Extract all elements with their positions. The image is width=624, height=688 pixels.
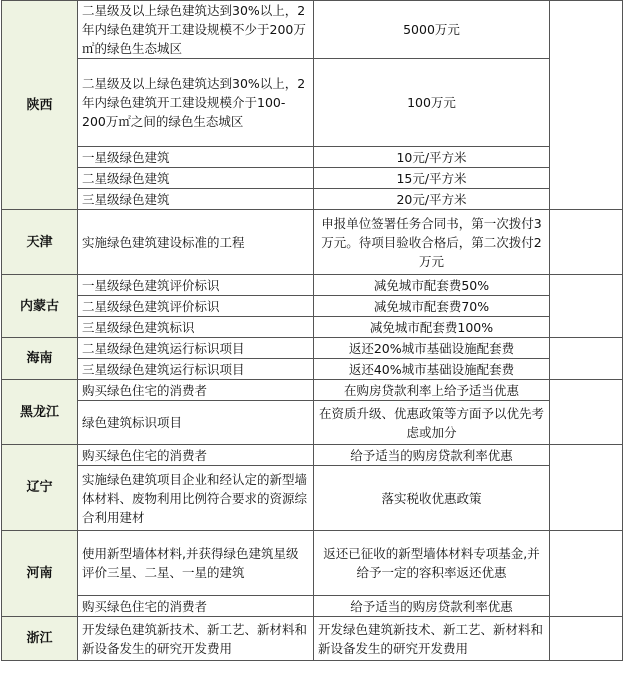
condition-cell: 购买绿色住宅的消费者 xyxy=(78,380,314,401)
incentive-cell: 给予适当的购房贷款利率优惠 xyxy=(314,445,550,466)
table-row xyxy=(2,147,623,168)
condition-cell: 使用新型墙体材料,并获得绿色建筑星级评价三星、二星、一星的建筑 xyxy=(78,531,314,596)
incentive-cell: 落实税收优惠政策 xyxy=(314,466,550,531)
table-row xyxy=(2,189,623,210)
table-row xyxy=(2,1,623,59)
incentive-cell: 减免城市配套费70% xyxy=(314,296,550,317)
condition-cell: 三星级绿色建筑运行标识项目 xyxy=(78,359,314,380)
condition-cell: 一星级绿色建筑 xyxy=(78,147,314,168)
table-row xyxy=(2,317,623,338)
incentive-cell: 申报单位签署任务合同书，第一次拨付3万元。待项目验收合格后，第二次拨付2万元 xyxy=(314,210,550,275)
condition-cell: 实施绿色建筑项目企业和经认定的新型墙体材料、废物利用比例符合要求的资源综合利用建材 xyxy=(78,466,314,531)
incentive-cell: 100万元 xyxy=(314,59,550,147)
empty-cell xyxy=(550,338,623,380)
incentive-cell: 返还20%城市基础设施配套费 xyxy=(314,338,550,359)
incentive-cell: 开发绿色建筑新技术、新工艺、新材料和新设备发生的研究开发费用 xyxy=(314,617,550,661)
table-row xyxy=(2,338,623,359)
empty-cell xyxy=(550,210,623,275)
table-row xyxy=(2,59,623,147)
incentive-cell: 在资质升级、优惠政策等方面予以优先考虑或加分 xyxy=(314,401,550,445)
incentive-cell: 给予适当的购房贷款利率优惠 xyxy=(314,596,550,617)
condition-cell: 二星级绿色建筑评价标识 xyxy=(78,296,314,317)
condition-cell: 二星级及以上绿色建筑达到30%以上，2年内绿色建筑开工建设规模介于100-200万㎡之间的绿色生态城区 xyxy=(78,59,314,147)
incentive-cell: 返还已征收的新型墙体材料专项基金,并给予一定的容积率返还优惠 xyxy=(314,531,550,596)
province-cell: 辽宁 xyxy=(2,445,78,531)
empty-cell xyxy=(550,1,623,210)
province-cell: 黑龙江 xyxy=(2,380,78,445)
condition-cell: 二星级绿色建筑 xyxy=(78,168,314,189)
province-cell: 天津 xyxy=(2,210,78,275)
incentive-cell: 15元/平方米 xyxy=(314,168,550,189)
province-cell: 浙江 xyxy=(2,617,78,661)
empty-cell xyxy=(550,531,623,617)
incentive-cell: 在购房贷款利率上给予适当优惠 xyxy=(314,380,550,401)
empty-cell xyxy=(550,445,623,531)
incentive-cell: 减免城市配套费50% xyxy=(314,275,550,296)
province-cell: 海南 xyxy=(2,338,78,380)
table-row xyxy=(2,275,623,296)
table-row xyxy=(2,359,623,380)
empty-cell xyxy=(550,275,623,338)
condition-cell: 购买绿色住宅的消费者 xyxy=(78,596,314,617)
empty-cell xyxy=(550,617,623,661)
condition-cell: 开发绿色建筑新技术、新工艺、新材料和新设备发生的研究开发费用 xyxy=(78,617,314,661)
table-row xyxy=(2,296,623,317)
condition-cell: 三星级绿色建筑标识 xyxy=(78,317,314,338)
table-row xyxy=(2,445,623,466)
incentive-cell: 5000万元 xyxy=(314,1,550,59)
condition-cell: 购买绿色住宅的消费者 xyxy=(78,445,314,466)
incentive-cell: 减免城市配套费100% xyxy=(314,317,550,338)
condition-cell: 实施绿色建筑建设标准的工程 xyxy=(78,210,314,275)
province-cell: 内蒙古 xyxy=(2,275,78,338)
table-row xyxy=(2,531,623,596)
condition-cell: 三星级绿色建筑 xyxy=(78,189,314,210)
incentive-cell: 20元/平方米 xyxy=(314,189,550,210)
table-row xyxy=(2,210,623,275)
condition-cell: 二星级绿色建筑运行标识项目 xyxy=(78,338,314,359)
table-row xyxy=(2,168,623,189)
condition-cell: 二星级及以上绿色建筑达到30%以上，2年内绿色建筑开工建设规模不少于200万㎡的绿色生态城区 xyxy=(78,1,314,59)
province-cell: 河南 xyxy=(2,531,78,617)
condition-cell: 一星级绿色建筑评价标识 xyxy=(78,275,314,296)
table-row xyxy=(2,380,623,401)
condition-cell: 绿色建筑标识项目 xyxy=(78,401,314,445)
incentive-table xyxy=(1,0,623,661)
table-row xyxy=(2,466,623,531)
province-cell: 陕西 xyxy=(2,1,78,210)
table-row xyxy=(2,596,623,617)
table-row xyxy=(2,401,623,445)
incentive-cell: 10元/平方米 xyxy=(314,147,550,168)
empty-cell xyxy=(550,380,623,445)
incentive-cell: 返还40%城市基础设施配套费 xyxy=(314,359,550,380)
table-row xyxy=(2,617,623,661)
